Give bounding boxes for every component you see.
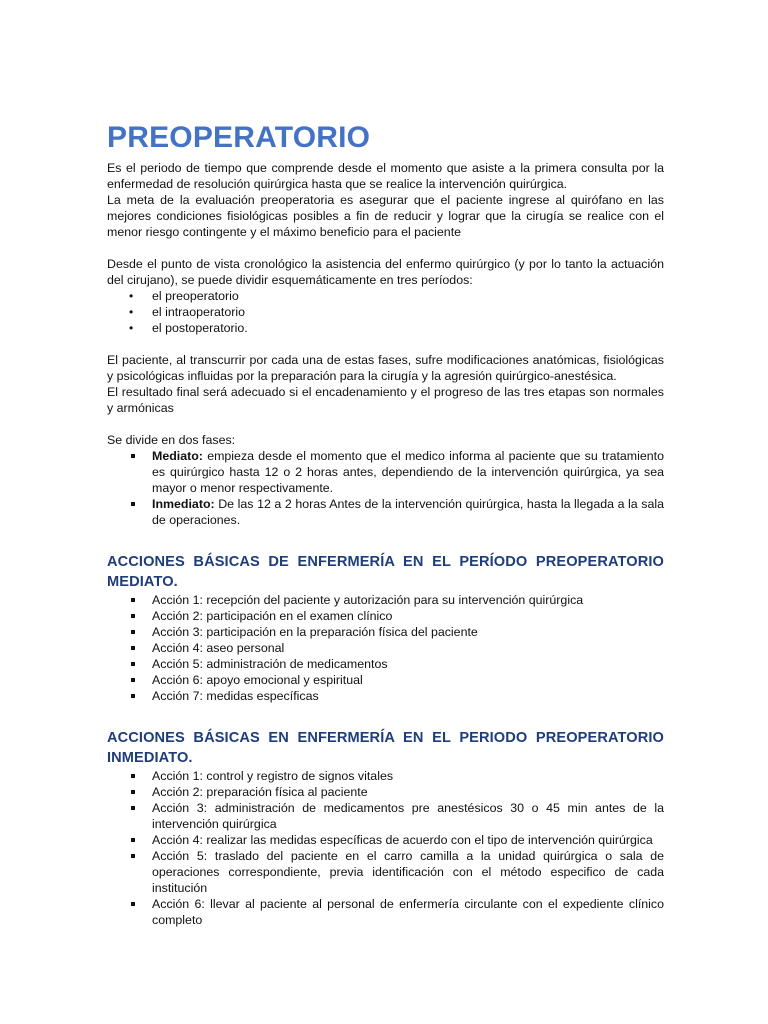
page-title: PREOPERATORIO [107,121,371,154]
intro-paragraph-2: La meta de la evaluación preoperatoria es asegurar que el paciente ingrese al quirófano en las mejores condiciones fisiológicas posibles a fin de reducir y lograr que la cirugía se realice con el menor riesgo contingente y el máximo beneficio para el paciente [107,193,664,239]
list-item: Acción 1: control y registro de signos vitales [107,768,664,784]
patient-paragraph-2: El resultado final será adecuado si el encadenamiento y el progreso de las tres etapas son normales y armónicas [107,385,664,415]
intro-paragraph-1: Es el periodo de tiempo que comprende desde el momento que asiste a la primera consulta por la enfermedad de resolución quirúrgica hasta que se realice la intervención quirúrgica. [107,161,664,191]
list-item: Acción 2: participación en el examen clínico [107,608,664,624]
square-bullet-icon [131,790,135,794]
square-bullet-icon [131,614,135,618]
list-item [107,448,664,496]
list-item: Acción 3: participación en la preparación física del paciente [107,624,664,640]
phase-term: Inmediato: [152,497,215,511]
list-item: Acción 5: administración de medicamentos [107,656,664,672]
patient-paragraph-1: El paciente, al transcurrir por cada una de estas fases, sufre modificaciones anatómicas, fisiológicas y psicológicas influidas por la preparación para la cirugía y la agresión quirúrgico-anestésica. [107,353,664,383]
list-item: Acción 7: medidas específicas [107,688,664,704]
square-bullet-icon [131,774,135,778]
phases-intro: Se divide en dos fases: [107,433,236,447]
list-item [107,496,664,528]
phases-list [107,448,664,528]
list-item: Acción 6: apoyo emocional y espiritual [107,672,664,688]
list-item: Acción 2: preparación física al paciente [107,784,664,800]
bullet-icon: • [129,305,134,319]
list-item: Acción 6: llevar al paciente al personal de enfermería circulante con el expediente clínico completo [107,896,664,928]
bullet-icon: • [129,289,134,303]
list-item: Acción 1: recepción del paciente y autorización para su intervención quirúrgica [107,592,664,608]
square-bullet-icon [131,902,135,906]
square-bullet-icon [131,646,135,650]
list-item: • el intraoperatorio [129,305,245,319]
square-bullet-icon [131,694,135,698]
chronology-paragraph: Desde el punto de vista cronológico la asistencia del enfermo quirúrgico (y por lo tanto la actuación del cirujano), se puede dividir esquemáticamente en tres períodos: [107,257,664,287]
square-bullet-icon [131,854,135,858]
list-item: Acción 4: realizar las medidas específicas de acuerdo con el tipo de intervención quirúrgica [107,832,664,848]
square-bullet-icon [131,838,135,842]
square-bullet-icon [131,630,135,634]
inmediato-heading: ACCIONES BÁSICAS EN ENFERMERÍA EN EL PERIODO PREOPERATORIO INMEDIATO. [107,730,664,766]
phase-term: Mediato: [152,449,203,463]
mediato-heading: ACCIONES BÁSICAS DE ENFERMERÍA EN EL PERÍODO PREOPERATORIO MEDIATO. [107,554,664,590]
square-bullet-icon [131,502,135,506]
list-item: • el postoperatorio. [129,321,248,335]
list-item: Acción 5: traslado del paciente en el carro camilla a la unidad quirúrgica o sala de operaciones correspondiente, previa identificación con el método especifico de cada institución [107,848,664,896]
square-bullet-icon [131,662,135,666]
list-item: • el preoperatorio [129,289,239,303]
list-item: Acción 3: administración de medicamentos pre anestésicos 30 o 45 min antes de la intervención quirúrgica [107,800,664,832]
phase-text: De las 12 a 2 horas Antes de la intervención quirúrgica, hasta la llegada a la sala de operaciones. [152,497,664,527]
bullet-icon: • [129,321,134,335]
square-bullet-icon [131,806,135,810]
square-bullet-icon [131,678,135,682]
periods-list [107,288,664,336]
square-bullet-icon [131,454,135,458]
inmediato-actions-list [107,768,664,928]
square-bullet-icon [131,598,135,602]
mediato-actions-list [107,592,664,704]
phase-text: empieza desde el momento que el medico informa al paciente que su tratamiento es quirúrgico hasta 12 o 2 horas antes, dependiendo de la intervención quirúrgica, ya sea mayor o menor respectivamente. [152,449,664,495]
list-item: Acción 4: aseo personal [107,640,664,656]
